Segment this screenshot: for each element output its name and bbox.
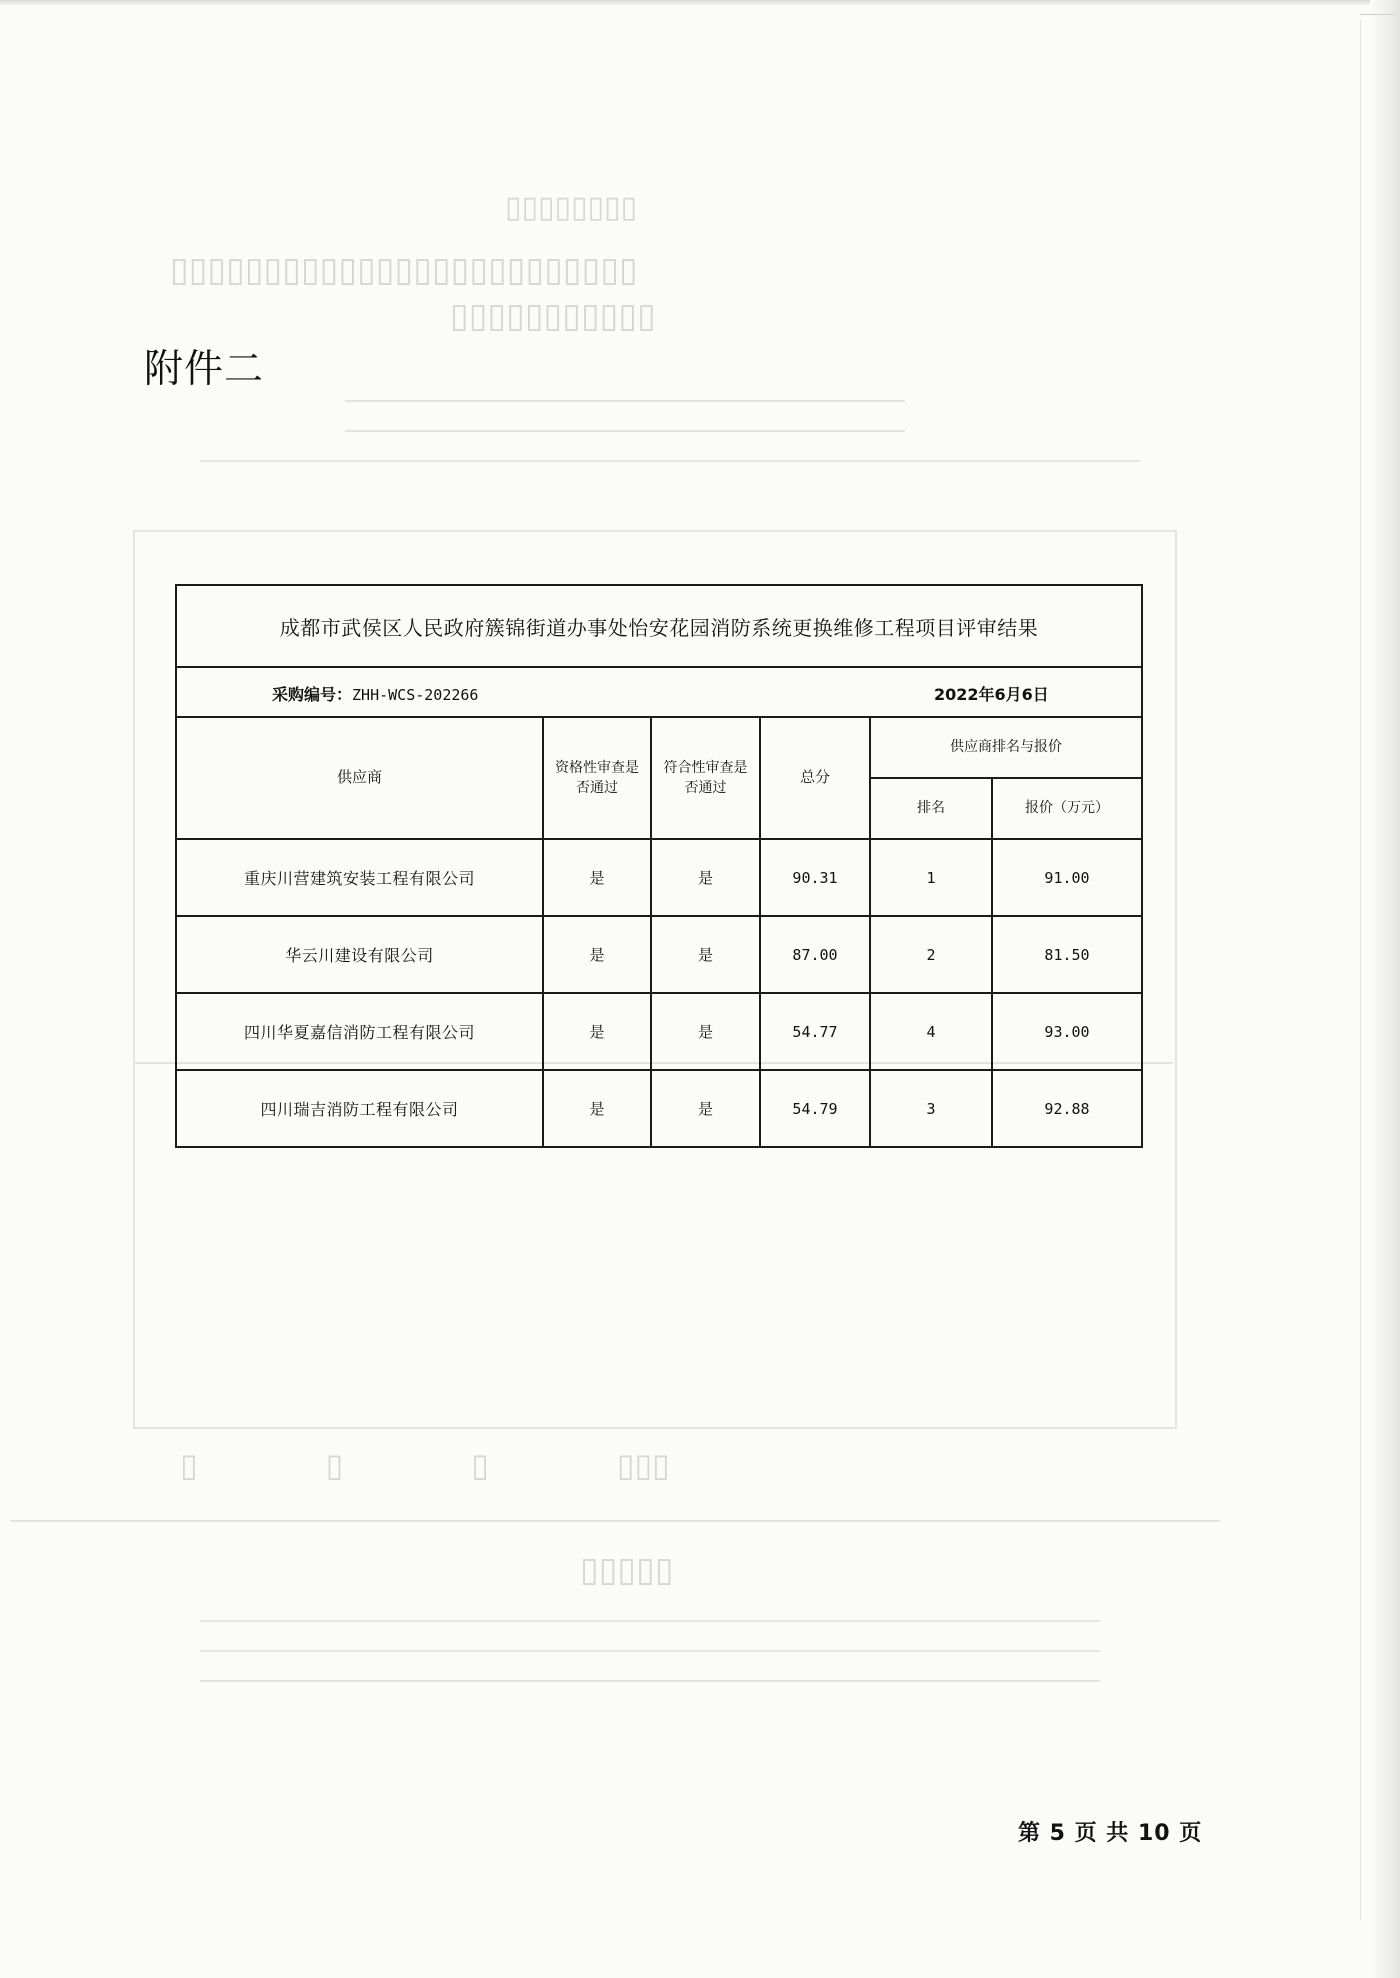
quote: 81.50 bbox=[992, 916, 1142, 993]
supplier-name: 四川瑞吉消防工程有限公司 bbox=[176, 1070, 543, 1147]
compliance-passed: 是 bbox=[651, 1070, 760, 1147]
bleed-through-heading: ▯▯▯▯▯▯▯▯ bbox=[505, 190, 638, 225]
bleed-through-line bbox=[345, 430, 905, 432]
page-number: 第 5 页 共 10 页 bbox=[1018, 1821, 1203, 1846]
bleed-through-line bbox=[200, 460, 1140, 462]
bleed-through-heading-2: ▯▯▯▯▯ bbox=[580, 1550, 674, 1590]
quote: 92.88 bbox=[992, 1070, 1142, 1147]
scan-edge-right bbox=[1370, 0, 1400, 1978]
rank: 4 bbox=[870, 993, 992, 1070]
procurement-code-value: ZHH-WCS-202266 bbox=[352, 686, 479, 704]
bleed-through-subheading-2: ▯▯▯▯▯▯▯▯▯▯▯ bbox=[450, 296, 656, 336]
header-compliance: 符合性审查是否通过 bbox=[651, 717, 760, 839]
total-score: 87.00 bbox=[760, 916, 870, 993]
supplier-name: 华云川建设有限公司 bbox=[176, 916, 543, 993]
qualification-passed: 是 bbox=[543, 993, 651, 1070]
review-date: 2022年6月6日 bbox=[934, 685, 1049, 704]
bleed-through-line bbox=[345, 400, 905, 402]
scan-line-top bbox=[1360, 14, 1395, 15]
quote: 93.00 bbox=[992, 993, 1142, 1070]
header-qualification: 资格性审查是否通过 bbox=[543, 717, 651, 839]
bleed-through-line bbox=[200, 1650, 1100, 1652]
header-total-score: 总分 bbox=[760, 717, 870, 839]
rank: 3 bbox=[870, 1070, 992, 1147]
procurement-code bbox=[272, 682, 478, 705]
header-rank: 排名 bbox=[870, 778, 992, 839]
supplier-name: 四川华夏嘉信消防工程有限公司 bbox=[176, 993, 543, 1070]
table-row bbox=[176, 993, 1142, 1070]
bleed-through-subheading: ▯▯▯▯▯▯▯▯▯▯▯▯▯▯▯▯▯▯▯▯▯▯▯▯▯ bbox=[170, 250, 638, 290]
total-score: 54.77 bbox=[760, 993, 870, 1070]
total-score: 90.31 bbox=[760, 839, 870, 916]
table-meta-row bbox=[176, 667, 1142, 717]
scan-edge-top bbox=[0, 0, 1400, 6]
bleed-through-line bbox=[200, 1620, 1100, 1622]
header-supplier: 供应商 bbox=[176, 717, 543, 839]
total-score: 54.79 bbox=[760, 1070, 870, 1147]
qualification-passed: 是 bbox=[543, 839, 651, 916]
header-quote: 报价（万元） bbox=[992, 778, 1142, 839]
table-title: 成都市武侯区人民政府簇锦街道办事处怡安花园消防系统更换维修工程项目评审结果 bbox=[176, 585, 1142, 667]
supplier-name: 重庆川营建筑安装工程有限公司 bbox=[176, 839, 543, 916]
table-row bbox=[176, 916, 1142, 993]
scan-line-right bbox=[1360, 20, 1361, 1920]
header-rank-and-quote: 供应商排名与报价 bbox=[870, 717, 1142, 778]
qualification-passed: 是 bbox=[543, 1070, 651, 1147]
bleed-through-signature: ▯ ▯ ▯ ▯▯▯ bbox=[180, 1446, 670, 1484]
bleed-through-line bbox=[10, 1520, 1220, 1522]
qualification-passed: 是 bbox=[543, 916, 651, 993]
review-results-table bbox=[175, 584, 1143, 1148]
attachment-label: 附件二 bbox=[144, 347, 265, 392]
table-row bbox=[176, 1070, 1142, 1147]
table-row bbox=[176, 839, 1142, 916]
quote: 91.00 bbox=[992, 839, 1142, 916]
compliance-passed: 是 bbox=[651, 916, 760, 993]
compliance-passed: 是 bbox=[651, 993, 760, 1070]
procurement-code-label: 采购编号： bbox=[272, 685, 353, 704]
rank: 1 bbox=[870, 839, 992, 916]
bleed-through-line bbox=[200, 1680, 1100, 1682]
compliance-passed: 是 bbox=[651, 839, 760, 916]
rank: 2 bbox=[870, 916, 992, 993]
